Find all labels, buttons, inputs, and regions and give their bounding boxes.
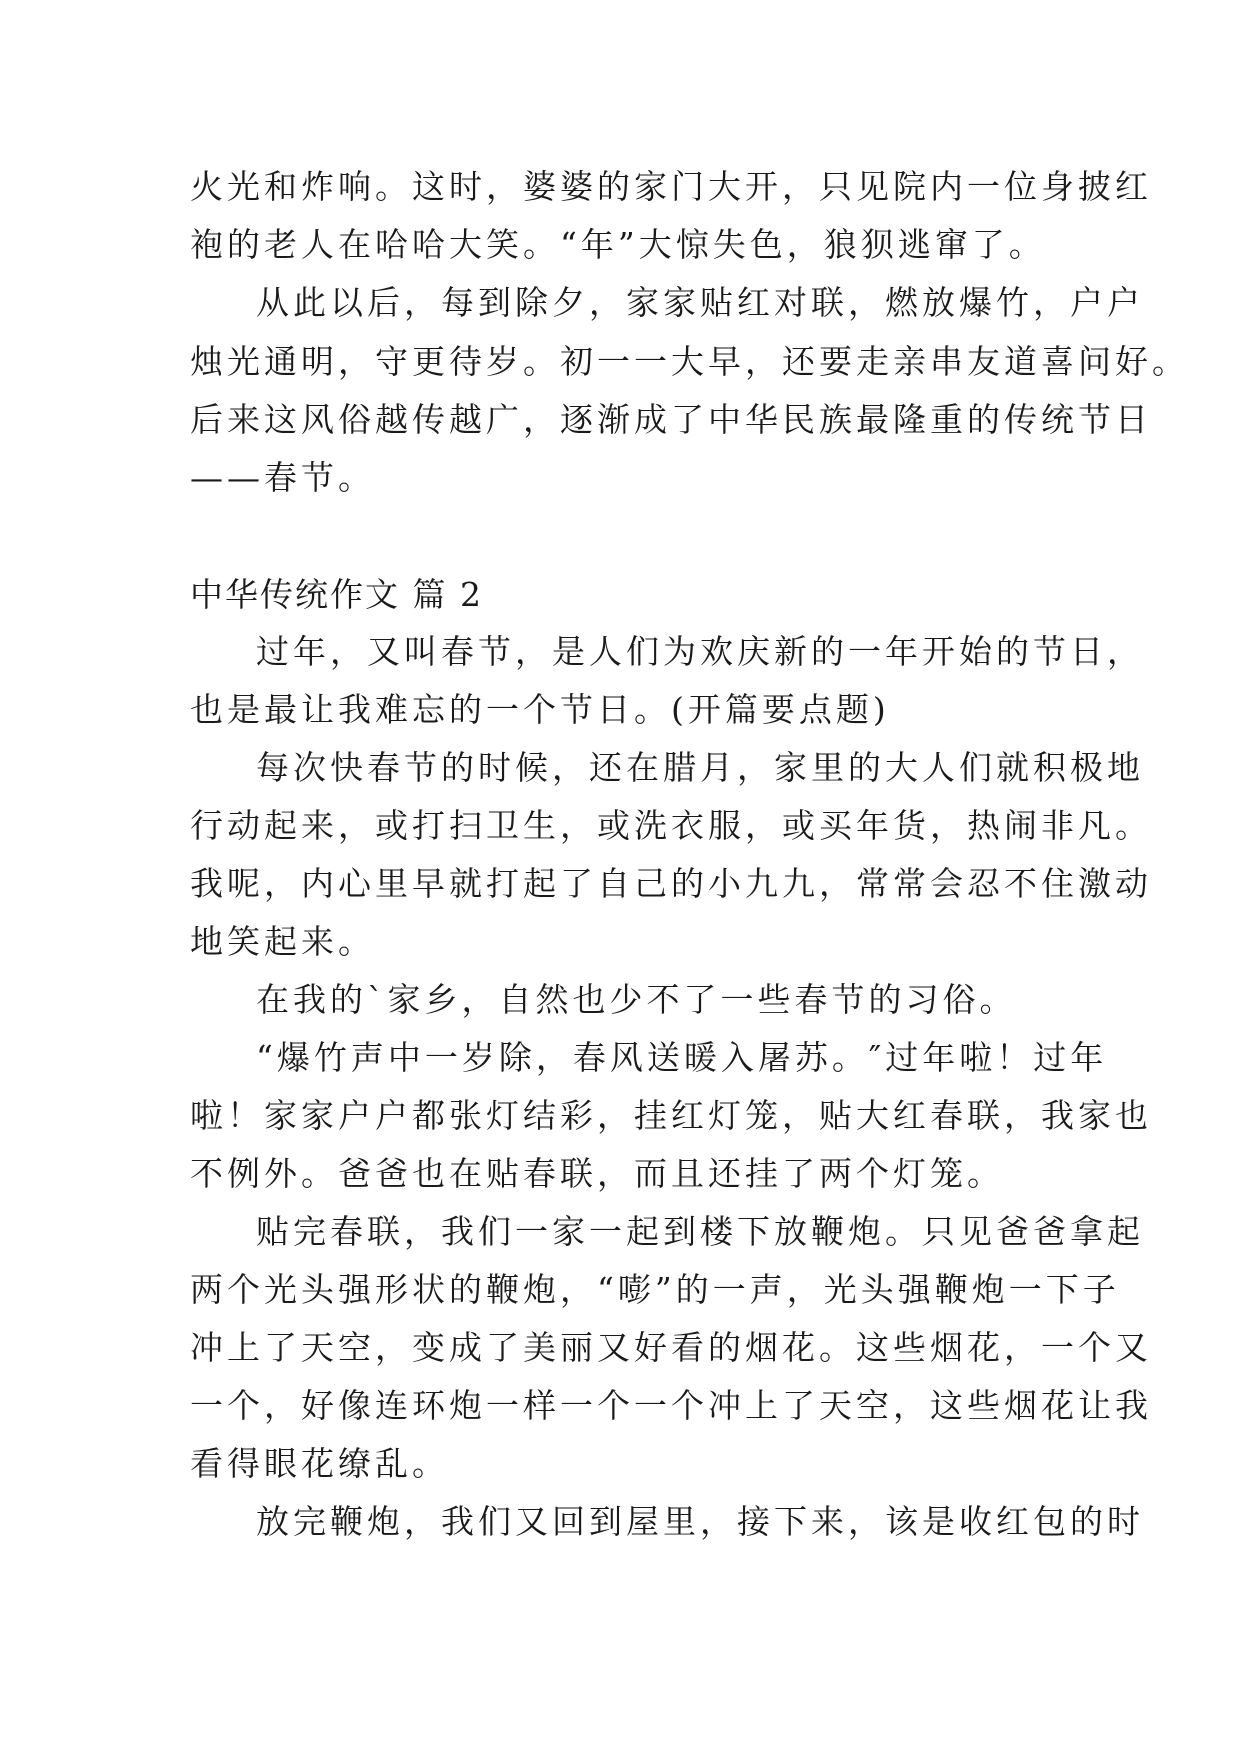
paragraph-line: 两个光头强形状的鞭炮，“嘭”的一声，光头强鞭炮一下子 (190, 1270, 1120, 1309)
paragraph-line: 贴完春联，我们一家一起到楼下放鞭炮。只见爸爸拿起 (256, 1212, 1144, 1251)
paragraph-line: 地笑起来。 (190, 922, 375, 961)
paragraph-line: 从此以后，每到除夕，家家贴红对联，燃放爆竹，户户 (256, 283, 1144, 322)
paragraph-line: 我呢，内心里早就打起了自己的小九九，常常会忍不住激动 (190, 864, 1152, 903)
paragraph-line: 不例外。爸爸也在贴春联，而且还挂了两个灯笼。 (190, 1154, 1004, 1193)
paragraph-line: 烛光通明，守更待岁。初一一大早，还要走亲串友道喜问好。 (190, 342, 1189, 381)
paragraph-line: 过年，又叫春节，是人们为欢庆新的一年开始的节日， (256, 632, 1144, 671)
paragraph-line: “爆竹声中一岁除，春风送暖入屠苏。″过年啦！过年 (256, 1038, 1108, 1077)
section-heading: 中华传统作文 篇 2 (190, 575, 483, 614)
paragraph-line: 每次快春节的时候，还在腊月，家里的大人们就积极地 (256, 748, 1144, 787)
paragraph-line: 火光和炸响。这时，婆婆的家门大开，只见院内一位身披红 (190, 167, 1152, 206)
paragraph-line: 也是最让我难忘的一个节日。(开篇要点题) (190, 690, 890, 729)
paragraph-line: 后来这风俗越传越广，逐渐成了中华民族最隆重的传统节日 (190, 400, 1152, 439)
paragraph-line: 在我的`家乡，自然也少不了一些春节的习俗。 (256, 980, 1017, 1019)
paragraph-line: 行动起来，或打扫卫生，或洗衣服，或买年货，热闹非凡。 (190, 806, 1152, 845)
paragraph-line: 啦！家家户户都张灯结彩，挂红灯笼，贴大红春联，我家也 (190, 1096, 1152, 1135)
paragraph-line: 放完鞭炮，我们又回到屋里，接下来，该是收红包的时 (256, 1502, 1144, 1541)
paragraph-line: 袍的老人在哈哈大笑。“年”大惊失色，狼狈逃窜了。 (190, 225, 1046, 264)
paragraph-line: ——春节。 (190, 458, 375, 497)
paragraph-line: 一个，好像连环炮一样一个一个冲上了天空，这些烟花让我 (190, 1386, 1152, 1425)
paragraph-line: 看得眼花缭乱。 (190, 1444, 449, 1483)
paragraph-line: 冲上了天空，变成了美丽又好看的烟花。这些烟花，一个又 (190, 1328, 1152, 1367)
